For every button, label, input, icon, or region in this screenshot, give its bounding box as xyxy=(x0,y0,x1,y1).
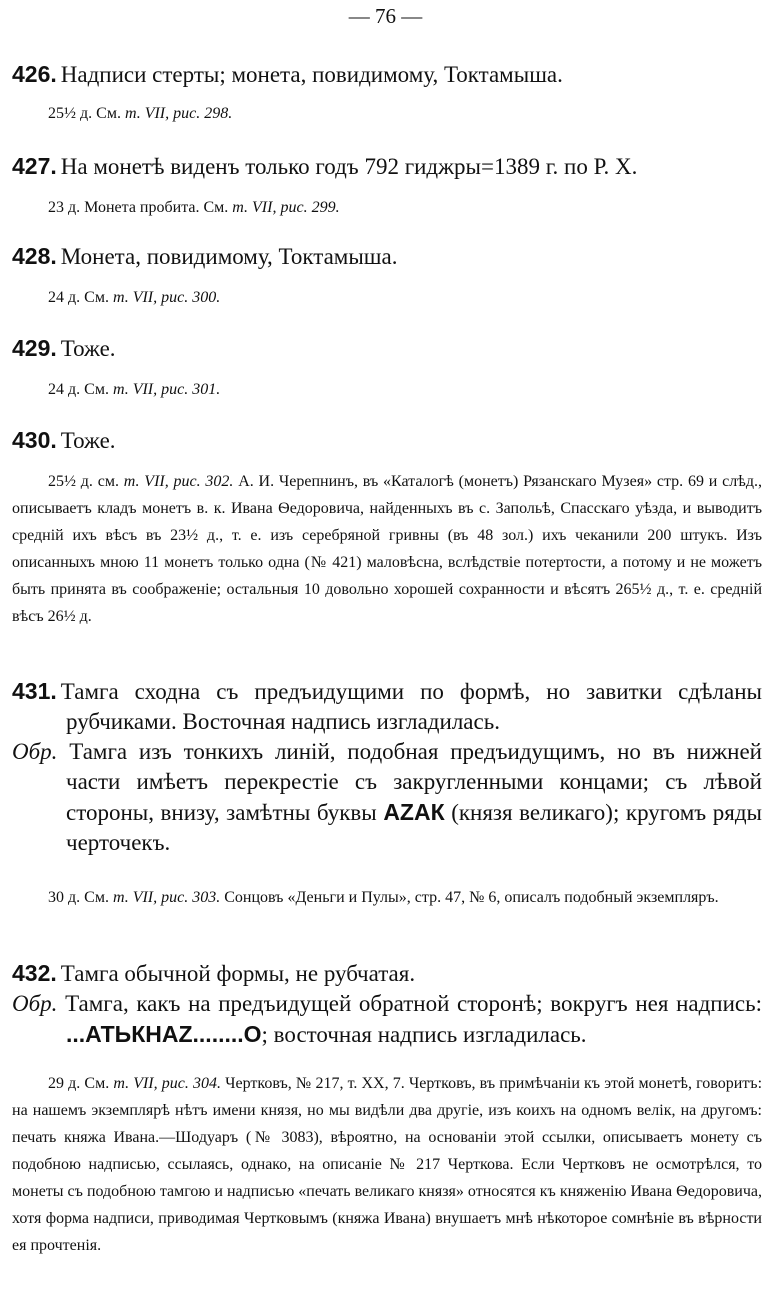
entry-note: 24 д. См. т. VII, рис. 300. xyxy=(48,289,221,306)
entry-429 xyxy=(12,332,762,365)
entry-number: 431. xyxy=(12,678,57,704)
entry-text: На монетѣ виденъ только годъ 792 гиджры=1389 г. по Р. Х. xyxy=(60,154,638,179)
entry-number: 427. xyxy=(12,153,57,179)
entry-note: 24 д. См. т. VII, рис. 301. xyxy=(48,381,221,398)
plate-reference: т. VII, рис. 298. xyxy=(124,105,233,122)
entry-text: Тамга сходна съ предъидущими по формѣ, но завитки сдѣланы рубчиками. Восточная надпись изгладилась. xyxy=(60,679,762,734)
entry-text: Тамга обычной формы, не рубчатая. xyxy=(60,961,416,986)
obverse-description: Обр. Тамга, какъ на предъидущей обратной сторонѣ; вокругъ нея надпись: ...АТЬКНАZ........О; восточная надпись изгладилась. xyxy=(12,991,762,1047)
entry-431 xyxy=(12,676,762,858)
legend-letters: АZАК xyxy=(383,799,445,825)
plate-reference: т. VII, рис. 301. xyxy=(112,381,221,398)
entry-number: 428. xyxy=(12,243,57,269)
entry-number: 429. xyxy=(12,335,57,361)
obverse-label: Обр. xyxy=(12,739,58,764)
obverse-label: Обр. xyxy=(12,991,58,1016)
entry-note: 30 д. См. т. VII, рис. 303. Сонцовъ «Деньги и Пулы», стр. 47, № 6, описалъ подобный экземпляръ. xyxy=(48,889,719,906)
entry-text: Тоже. xyxy=(60,428,116,453)
entry-text: Монета, повидимому, Токтамыша. xyxy=(60,244,398,269)
plate-reference: т. VII, рис. 302. xyxy=(123,473,234,490)
plate-reference: т. VII, рис. 299. xyxy=(232,199,340,216)
entry-number: 432. xyxy=(12,960,57,986)
plate-reference: т. VII, рис. 303. xyxy=(112,889,221,906)
entry-note: 25½ д. см. т. VII, рис. 302. А. И. Черепнинъ, въ «Каталогѣ (монетъ) Рязанскаго Музея» стр. 69 и слѣд., описываетъ кладъ монетъ в. к. Ивана Ѳедоровича, найденныхъ въ с. Запольѣ, Спасскаго уѣзда, и выводитъ средній ихъ вѣсъ въ 23½ д., т. е. изъ серебряной гривны (въ 48 зол.) ихъ чеканили 200 штукъ. Изъ описанныхъ мною 11 монетъ только одна (№ 421) маловѣсна, вслѣдствіе потертости, а потому и не можетъ быть принята въ соображеніе; остальныя 10 довольно хорошей сохранности и вѣсятъ 265½ д., т. е. средній вѣсъ 26½ д. xyxy=(12,473,763,625)
entry-number: 426. xyxy=(12,61,57,87)
entry-number: 430. xyxy=(12,427,57,453)
entry-427 xyxy=(12,150,762,183)
legend-letters: ...АТЬКНАZ........О xyxy=(66,1021,262,1047)
plate-reference: т. VII, рис. 304. xyxy=(113,1075,221,1092)
entry-430 xyxy=(12,424,762,457)
entry-428 xyxy=(12,240,762,273)
obverse-description: Обр. Тамга изъ тонкихъ линій, подобная предъидущимъ, но въ нижней части имѣетъ перекрестіе съ закругленными концами; съ лѣвой стороны, внизу, замѣтны буквы АZАК (князя великаго); кругомъ ряды черточекъ. xyxy=(12,739,762,855)
entry-note: 29 д. См. т. VII, рис. 304. Чертковъ, № 217, т. XX, 7. Чертковъ, въ примѣчаніи къ этой монетѣ, говоритъ: на нашемъ экземплярѣ нѣтъ имени князя, но мы видѣли два другіе, изъ коихъ на одномъ велік, на другомъ: печать княжа Ивана.—Шодуаръ (№ 3083), вѣроятно, на основаніи этой ссылки, описываетъ монету съ подобною надписью, ссылаясь, однако, на описаніе № 217 Черткова. Если Чертковъ не осмотрѣлся, то монеты съ подобною тамгою и надписью «печать великаго князя» относятся къ княженію Ивана Ѳедоровича, хотя форма надписи, приводимая Чертковымъ (княжа Ивана) внушаетъ мнѣ нѣкоторое сомнѣніе въ вѣрности ея прочтенія. xyxy=(12,1075,763,1254)
entry-note: 25½ д. См. т. VII, рис. 298. xyxy=(48,105,233,122)
entry-432 xyxy=(12,958,762,1050)
plate-reference: т. VII, рис. 300. xyxy=(112,289,221,306)
page-number: — 76 — xyxy=(348,4,423,28)
entry-note: 23 д. Монета пробита. См. т. VII, рис. 299. xyxy=(48,199,340,216)
entry-426 xyxy=(12,58,762,91)
entry-text: Надписи стерты; монета, повидимому, Токтамыша. xyxy=(60,62,563,87)
entry-text: Тоже. xyxy=(60,336,116,361)
